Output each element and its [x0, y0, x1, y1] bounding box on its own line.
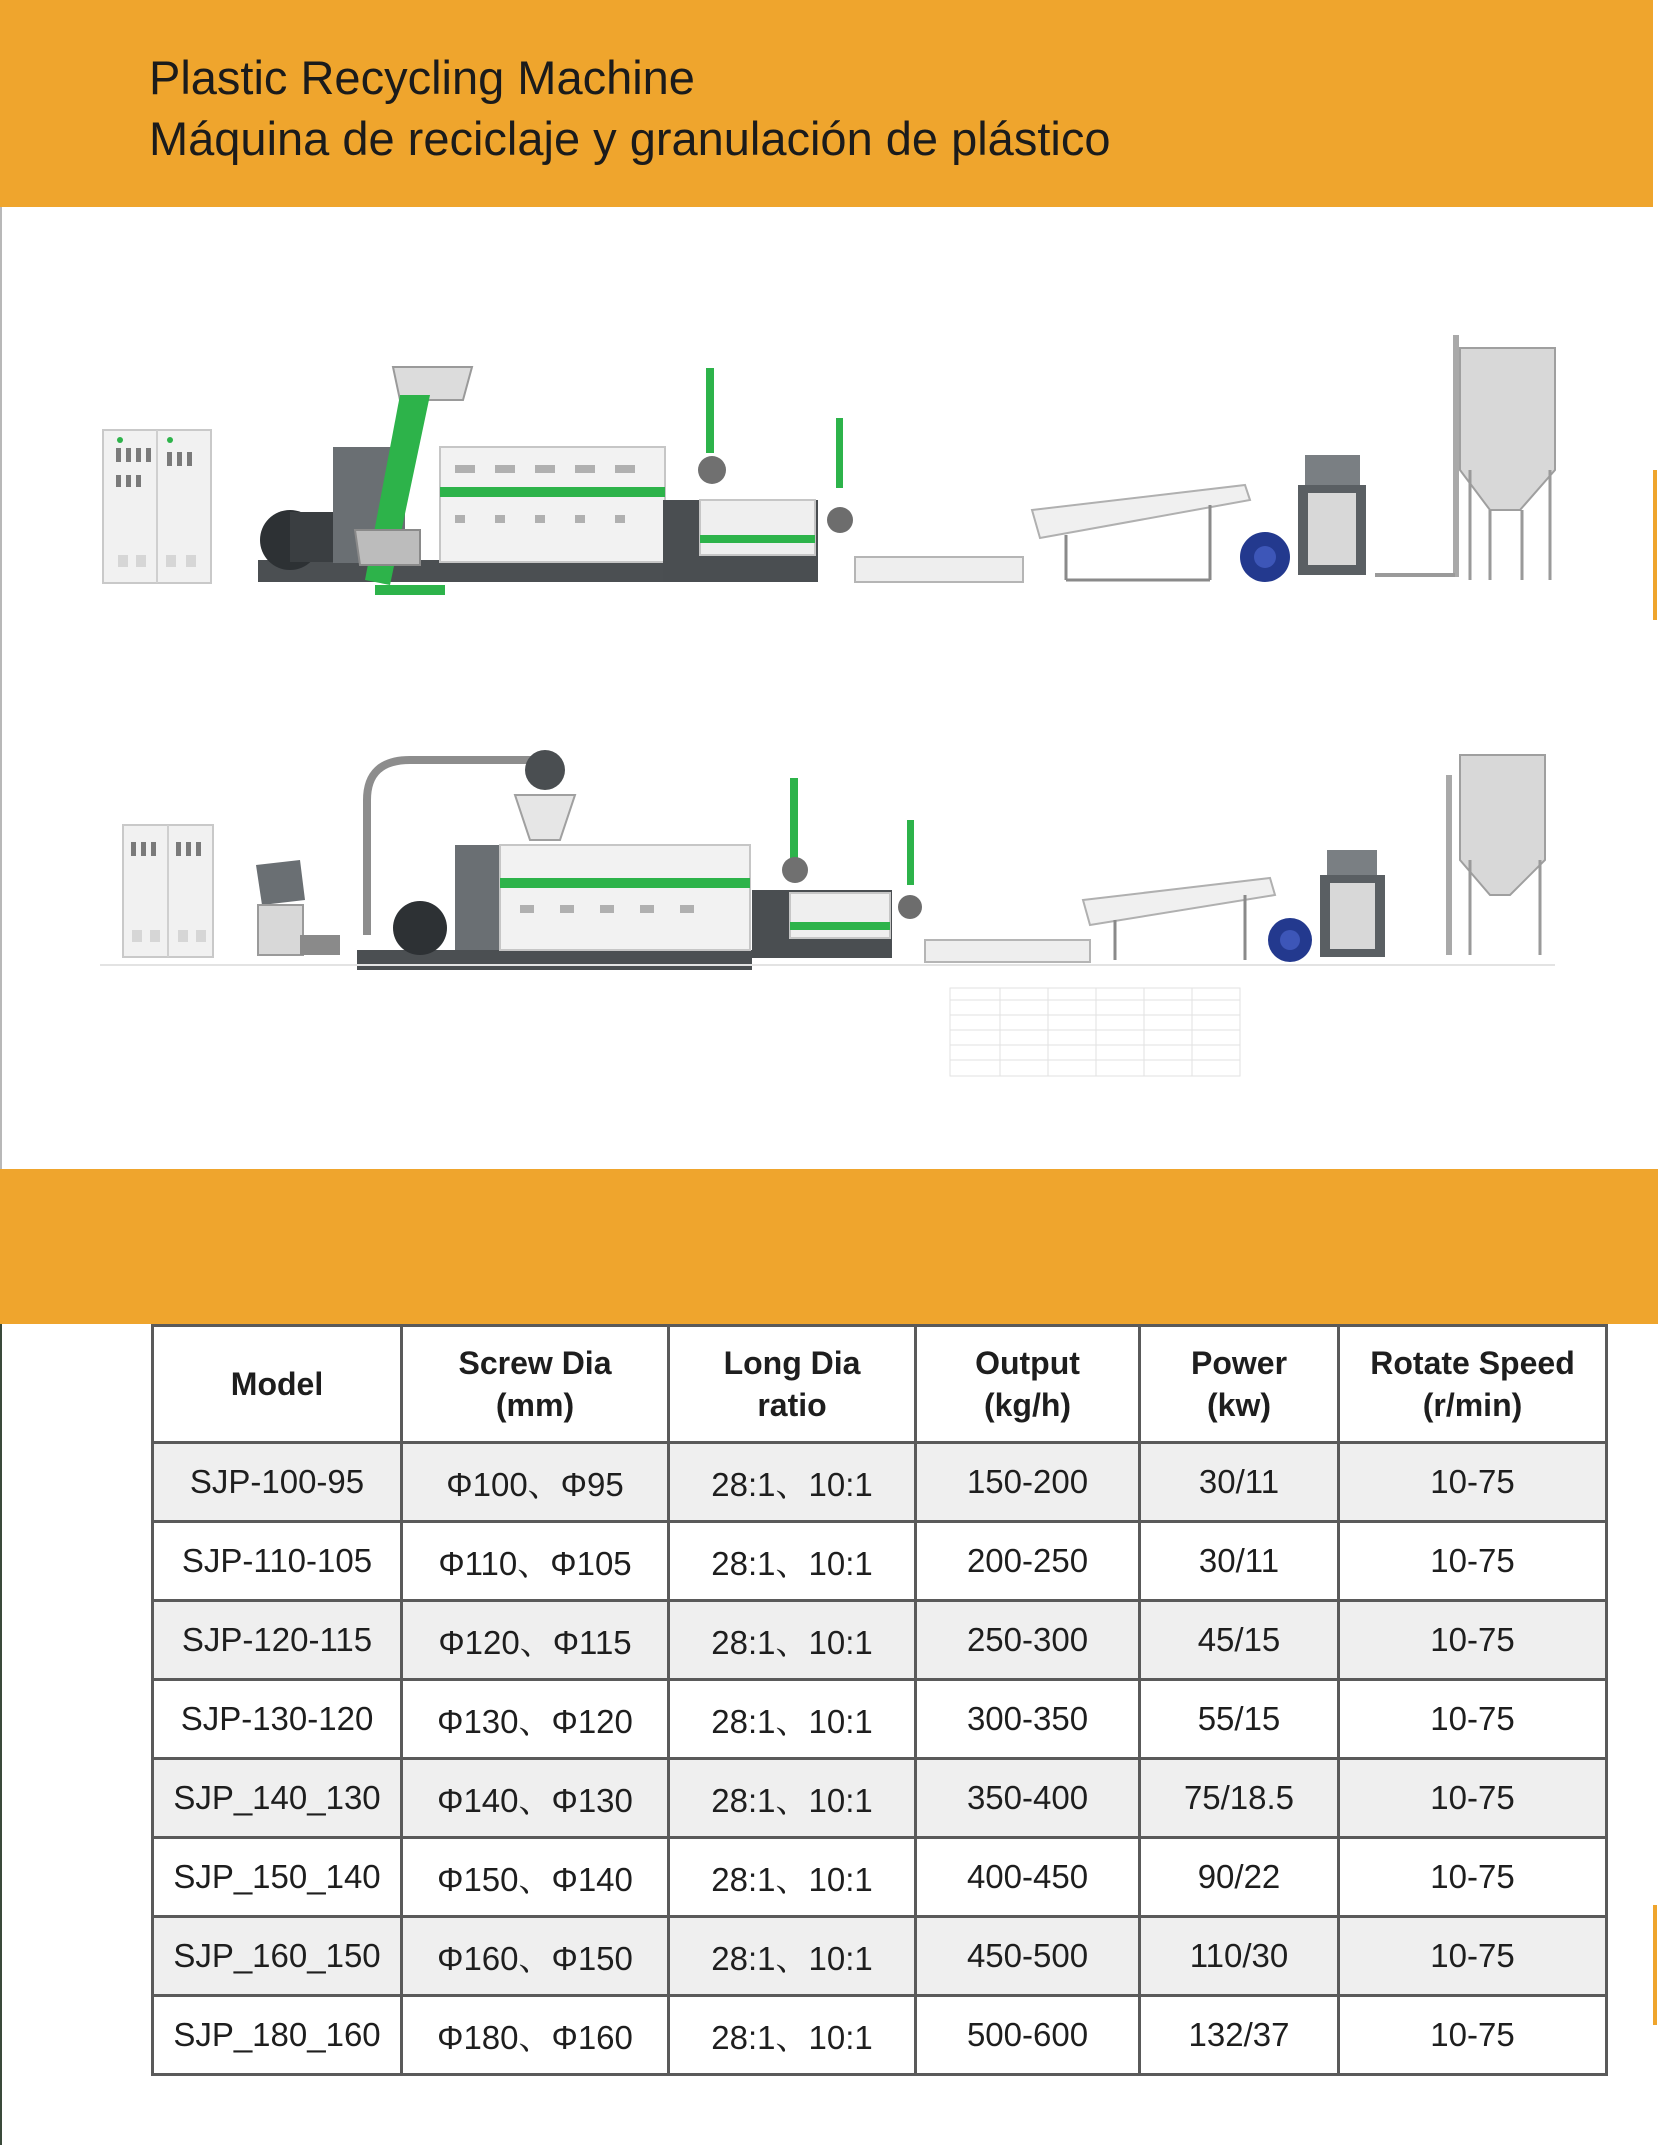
page-edge-line-lower	[0, 1324, 2, 2145]
cell-long-dia-ratio: 28:1、10:1	[669, 1680, 916, 1759]
cell-screw-dia: Φ120、Φ115	[402, 1601, 669, 1680]
cell-model: SJP-130-120	[153, 1680, 402, 1759]
cell-power: 55/15	[1140, 1680, 1339, 1759]
cell-output: 500-600	[916, 1996, 1140, 2075]
cell-output: 350-400	[916, 1759, 1140, 1838]
cell-output: 250-300	[916, 1601, 1140, 1680]
cell-long-dia-ratio: 28:1、10:1	[669, 1601, 916, 1680]
cell-screw-dia: Φ160、Φ150	[402, 1917, 669, 1996]
table-row	[153, 1917, 1607, 1996]
cell-power: 45/15	[1140, 1601, 1339, 1680]
cell-power: 110/30	[1140, 1917, 1339, 1996]
machine-line-crusher-fed-illustration	[0, 720, 1658, 1080]
cell-rotate-speed: 10-75	[1339, 1680, 1607, 1759]
cell-power: 132/37	[1140, 1996, 1339, 2075]
cell-long-dia-ratio: 28:1、10:1	[669, 1838, 916, 1917]
header-power: Power (kw)	[1140, 1326, 1339, 1443]
cell-model: SJP_140_130	[153, 1759, 402, 1838]
table-row	[153, 1443, 1607, 1522]
cell-output: 300-350	[916, 1680, 1140, 1759]
header-screw-dia: Screw Dia (mm)	[402, 1326, 669, 1443]
title-english: Plastic Recycling Machine	[149, 51, 695, 104]
header-rotate-speed: Rotate Speed (r/min)	[1339, 1326, 1607, 1443]
header-long-dia-ratio: Long Dia ratio	[669, 1326, 916, 1443]
title-spanish: Máquina de reciclaje y granulación de plástico	[149, 112, 1111, 165]
cell-screw-dia: Φ140、Φ130	[402, 1759, 669, 1838]
table-row	[153, 1759, 1607, 1838]
cell-model: SJP_180_160	[153, 1996, 402, 2075]
cell-long-dia-ratio: 28:1、10:1	[669, 1996, 916, 2075]
machine-line-conveyor-fed-illustration	[0, 310, 1658, 610]
section-divider-banner	[0, 1169, 1658, 1324]
cell-power: 75/18.5	[1140, 1759, 1339, 1838]
table-row	[153, 1601, 1607, 1680]
cell-rotate-speed: 10-75	[1339, 1996, 1607, 2075]
cell-long-dia-ratio: 28:1、10:1	[669, 1443, 916, 1522]
cell-long-dia-ratio: 28:1、10:1	[669, 1917, 916, 1996]
cell-output: 200-250	[916, 1522, 1140, 1601]
cell-rotate-speed: 10-75	[1339, 1443, 1607, 1522]
cell-model: SJP-110-105	[153, 1522, 402, 1601]
table-header-row	[153, 1326, 1607, 1443]
table-row	[153, 1838, 1607, 1917]
header-model: Model	[153, 1326, 402, 1443]
cell-screw-dia: Φ180、Φ160	[402, 1996, 669, 2075]
header-output: Output (kg/h)	[916, 1326, 1140, 1443]
header-banner	[0, 0, 1653, 207]
cell-power: 30/11	[1140, 1443, 1339, 1522]
cell-screw-dia: Φ150、Φ140	[402, 1838, 669, 1917]
table-row	[153, 1522, 1607, 1601]
table-row	[153, 1680, 1607, 1759]
cell-output: 150-200	[916, 1443, 1140, 1522]
cell-rotate-speed: 10-75	[1339, 1838, 1607, 1917]
cell-screw-dia: Φ100、Φ95	[402, 1443, 669, 1522]
cell-rotate-speed: 10-75	[1339, 1759, 1607, 1838]
table-row	[153, 1996, 1607, 2075]
cell-power: 30/11	[1140, 1522, 1339, 1601]
cell-model: SJP_160_150	[153, 1917, 402, 1996]
cell-screw-dia: Φ110、Φ105	[402, 1522, 669, 1601]
cell-rotate-speed: 10-75	[1339, 1601, 1607, 1680]
page-edge-accent-lower	[1653, 1905, 1657, 2025]
specifications-table	[151, 1324, 1608, 2076]
cell-output: 450-500	[916, 1917, 1140, 1996]
cell-power: 90/22	[1140, 1838, 1339, 1917]
cell-model: SJP_150_140	[153, 1838, 402, 1917]
cell-long-dia-ratio: 28:1、10:1	[669, 1522, 916, 1601]
cell-long-dia-ratio: 28:1、10:1	[669, 1759, 916, 1838]
cell-screw-dia: Φ130、Φ120	[402, 1680, 669, 1759]
cell-model: SJP-100-95	[153, 1443, 402, 1522]
cell-rotate-speed: 10-75	[1339, 1917, 1607, 1996]
cell-rotate-speed: 10-75	[1339, 1522, 1607, 1601]
cell-output: 400-450	[916, 1838, 1140, 1917]
cell-model: SJP-120-115	[153, 1601, 402, 1680]
